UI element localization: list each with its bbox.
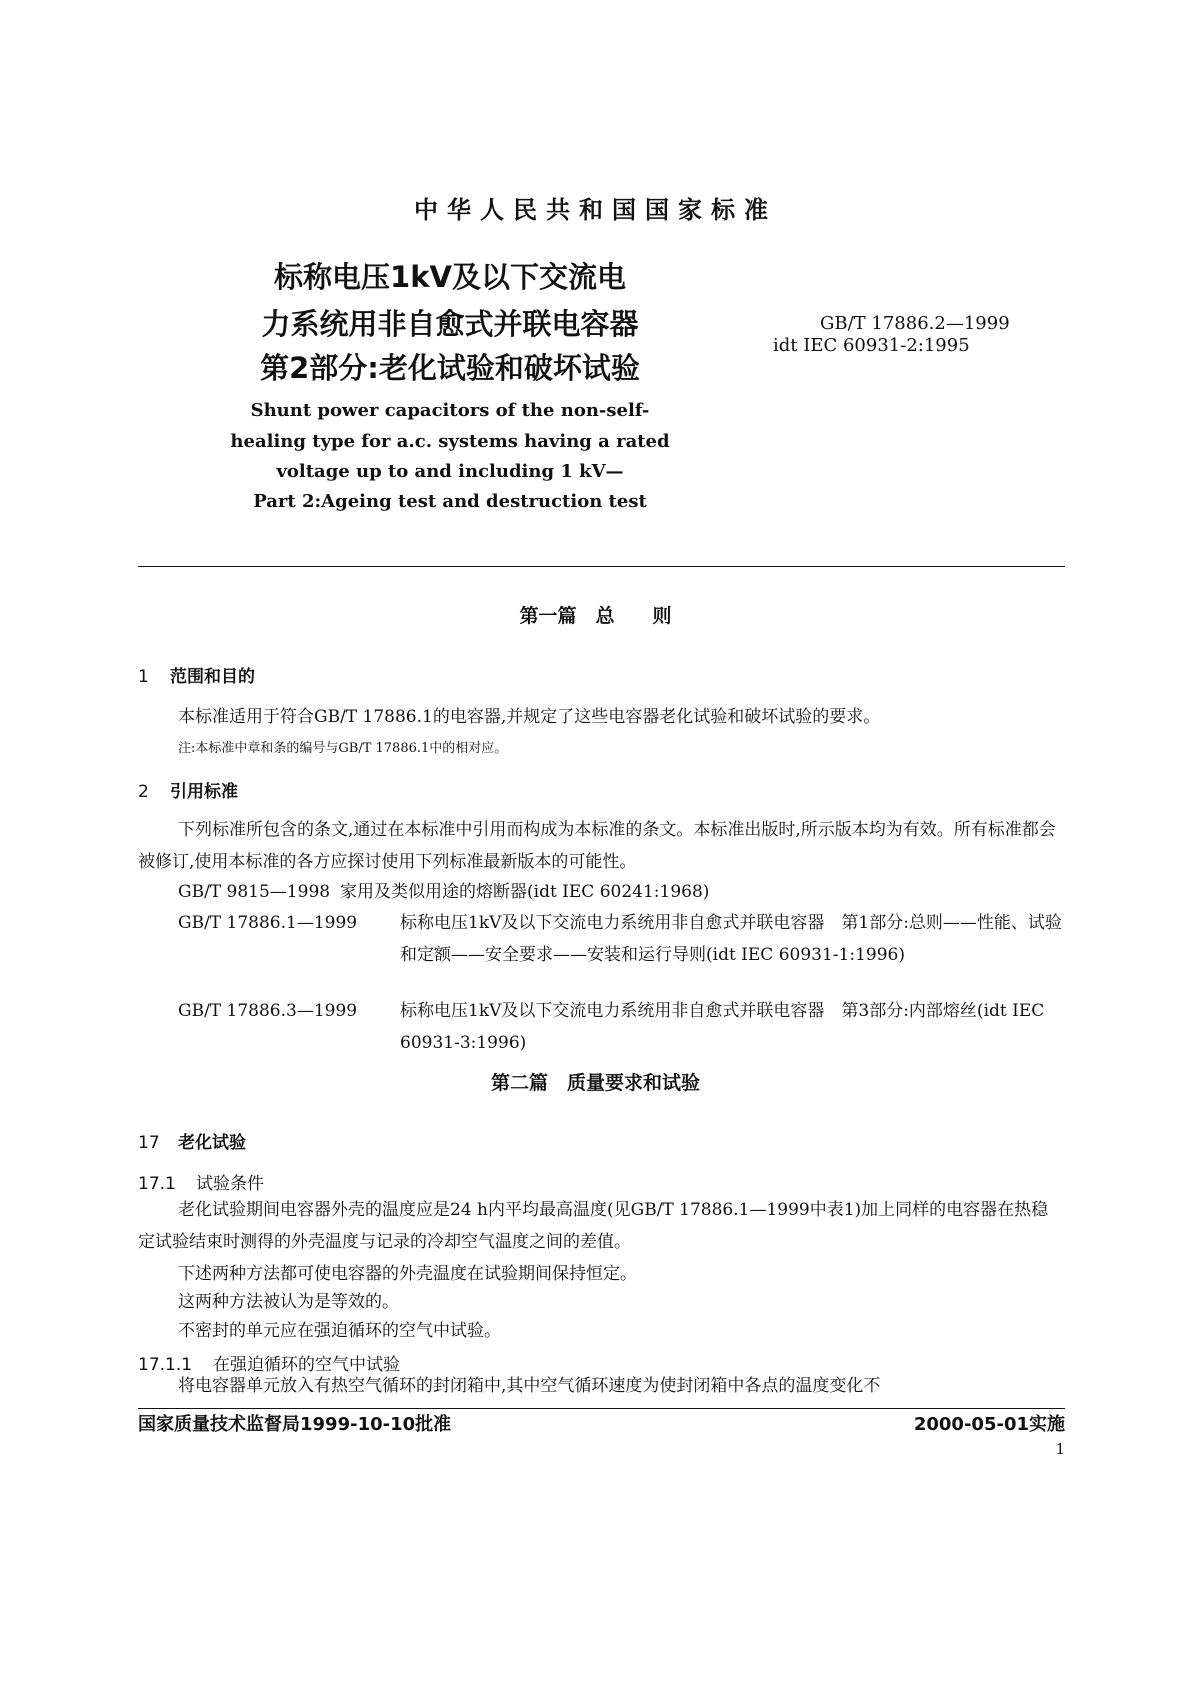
en-title-line-4: Part 2:Ageing test and destruction test	[253, 491, 647, 512]
subsection-17-1-para-2: 下述两种方法都可使电容器的外壳温度在试验期间保持恒定。	[178, 1264, 637, 1284]
page-number: 1	[1055, 1440, 1065, 1458]
section-2-title: 引用标准	[170, 782, 238, 802]
cn-title-line-3: 第2部分:老化试验和破坏试验	[260, 351, 640, 385]
part1-heading: 第一篇 总 则	[519, 605, 672, 627]
standard-number: GB/T 17886.2—1999	[820, 313, 1010, 334]
subsection-17-1-1-text: 将电容器单元放入有热空气循环的封闭箱中,其中空气循环速度为使封闭箱中各点的温度变化不	[178, 1376, 881, 1396]
subsection-17-1-1-title: 在强迫循环的空气中试验	[213, 1355, 400, 1375]
section-1-note: 注:本标准中章和条的编号与GB/T 17886.1中的相对应。	[178, 741, 508, 756]
approval-line: 国家质量技术监督局1999-10-10批准	[138, 1414, 452, 1435]
section-17-title: 老化试验	[178, 1133, 246, 1153]
ref-code-3: GB/T 17886.3—1999	[178, 1001, 358, 1021]
section-1-heading	[138, 662, 255, 687]
subsection-17-1-para-1: 老化试验期间电容器外壳的温度应是24 h内平均最高温度(见GB/T 17886.1—1999中表1)加上同样的电容器在热稳定试验结束时测得的外壳温度与记录的冷却空气温度之间的差值。	[138, 1200, 1049, 1252]
cn-title-line-2: 力系统用非自愈式并联电容器	[261, 307, 639, 341]
subsection-17-1-para-4: 不密封的单元应在强迫循环的空气中试验。	[178, 1321, 501, 1341]
idt-number: idt IEC 60931-2:1995	[773, 335, 970, 356]
section-1-title: 范围和目的	[170, 667, 255, 687]
national-standard-title: 中华人民共和国国家标准	[414, 196, 777, 224]
en-title-line-3: voltage up to and including 1 kV—	[276, 461, 624, 482]
subsection-17-1-number: 17.1	[138, 1174, 176, 1194]
subsection-17-1-heading	[138, 1169, 264, 1194]
header-rule	[138, 566, 1065, 567]
section-17-heading	[138, 1128, 246, 1153]
section-17-number: 17	[138, 1133, 160, 1153]
section-1-number: 1	[138, 667, 149, 687]
implementation-date: 2000-05-01实施	[913, 1414, 1065, 1435]
ref-title-1: 家用及类似用途的熔断器(idt IEC 60241:1968)	[340, 882, 710, 902]
ref-title-3: 标称电压1kV及以下交流电力系统用非自愈式并联电容器 第3部分:内部熔丝(idt IEC 60931-3:1996)	[400, 1001, 1045, 1053]
subsection-17-1-1-number: 17.1.1	[138, 1355, 193, 1375]
footer-rule	[138, 1408, 1065, 1409]
section-2-heading	[138, 777, 238, 802]
subsection-17-1-title: 试验条件	[196, 1174, 264, 1194]
ref-code-1: GB/T 9815—1998	[178, 882, 331, 902]
part2-heading: 第二篇 质量要求和试验	[490, 1072, 700, 1094]
section-1-text: 本标准适用于符合GB/T 17886.1的电容器,并规定了这些电容器老化试验和破坏试验的要求。	[178, 707, 881, 727]
en-title-line-1: Shunt power capacitors of the non-self-	[250, 400, 650, 421]
en-title-line-2: healing type for a.c. systems having a rated	[230, 431, 670, 452]
subsection-17-1-para-3: 这两种方法被认为是等效的。	[178, 1292, 399, 1312]
cn-title-line-1: 标称电压1kV及以下交流电	[274, 260, 626, 294]
ref-code-2: GB/T 17886.1—1999	[178, 913, 358, 933]
section-2-number: 2	[138, 782, 149, 802]
ref-title-2: 标称电压1kV及以下交流电力系统用非自愈式并联电容器 第1部分:总则——性能、试验和定额——安全要求——安装和运行导则(idt IEC 60931-1:1996)	[400, 913, 1062, 965]
section-2-text: 下列标准所包含的条文,通过在本标准中引用而构成为本标准的条文。本标准出版时,所示版本均为有效。所有标准都会被修订,使用本标准的各方应探讨使用下列标准最新版本的可能性。	[138, 820, 1056, 872]
